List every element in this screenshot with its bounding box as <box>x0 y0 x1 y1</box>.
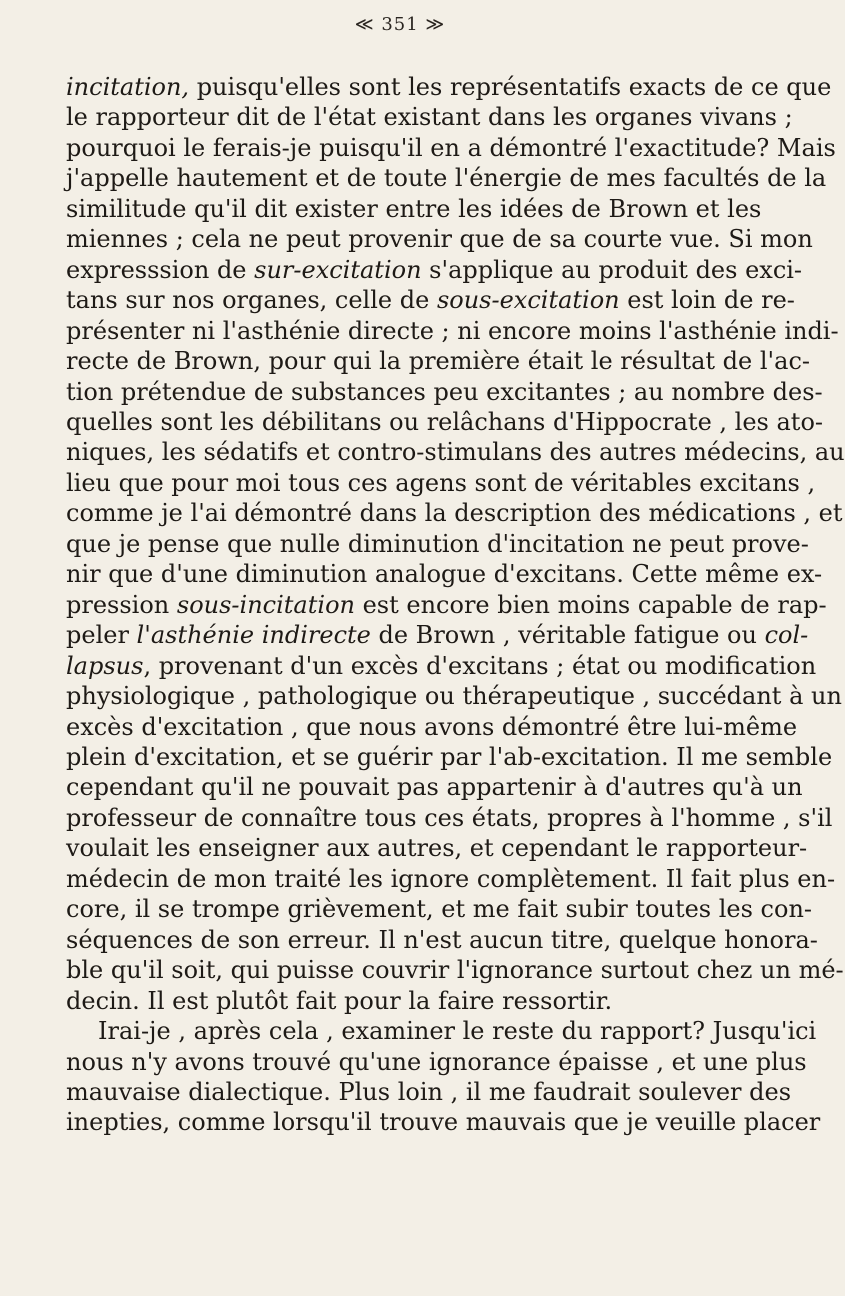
text-line <box>66 194 762 224</box>
text-run: pression <box>66 590 177 619</box>
text-run: physiologique , pathologique ou thérapeutique , succédant à un <box>66 682 842 711</box>
text-run: Irai-je , après cela , examiner le reste du rapport? Jusqu'ici <box>98 1017 817 1046</box>
text-run: médecin de mon traité les ignore complètement. Il fait plus en- <box>66 864 836 893</box>
text-line <box>66 133 836 163</box>
text-line <box>66 712 798 742</box>
text-run: présenter ni l'asthénie directe ; ni encore moins l'asthénie indi- <box>66 316 839 345</box>
text-run: professeur de connaître tous ces états, propres à l'homme , s'il <box>66 803 833 832</box>
text-line <box>66 437 845 467</box>
text-run: puisqu'elles sont les représentatifs exacts de ce que <box>189 73 832 101</box>
italic-term: sous-excitation <box>436 286 620 315</box>
text-line <box>66 833 808 863</box>
text-line <box>66 285 795 315</box>
text-run: cependant qu'il ne pouvait pas appartenir à d'autres qu'à un <box>66 773 803 802</box>
text-run: quelles sont les débilitans ou relâchans d'Hippocrate , les ato- <box>66 407 823 436</box>
text-line <box>66 163 827 193</box>
italic-term: sur-excitation <box>254 255 422 284</box>
text-run: de Brown , véritable fatigue ou <box>370 621 765 650</box>
text-run: nir que d'une diminution analogue d'excitans. Cette même ex- <box>66 560 823 589</box>
text-line <box>66 224 813 254</box>
text-line <box>66 681 842 711</box>
text-run: similitude qu'il dit exister entre les idées de Brown et les <box>66 194 762 223</box>
italic-term: l'asthénie indirecte <box>136 621 371 650</box>
text-line <box>66 955 844 985</box>
running-head-page-number: ≪ 351 ≫ <box>354 14 446 35</box>
text-line <box>66 407 823 437</box>
text-run: recte de Brown, pour qui la première était le résultat de l'ac- <box>66 347 810 376</box>
text-line <box>66 894 813 924</box>
text-line <box>66 651 817 681</box>
text-run: s'applique au produit des exci- <box>421 255 803 284</box>
text-line <box>66 986 724 1016</box>
text-run: est loin de re- <box>619 286 795 315</box>
text-line <box>66 620 809 650</box>
italic-term: incitation, <box>66 73 190 101</box>
text-run: séquences de son erreur. Il n'est aucun titre, quelque honora- <box>66 925 818 954</box>
text-run: , provenant d'un excès d'excitans ; état ou modification <box>143 651 817 680</box>
text-run: niques, les sédatifs et contro-stimulans des autres médecins, au <box>66 438 845 467</box>
italic-term: col- <box>764 621 809 650</box>
italic-term: lapsus <box>66 651 144 680</box>
italic-term: sous-incitation <box>176 590 355 619</box>
text-run: excès d'excitation , que nous avons démontré être lui-même <box>66 712 798 741</box>
text-run: lieu que pour moi tous ces agens sont de véritables excitans , <box>66 468 816 497</box>
text-run: j'appelle hautement et de toute l'énergie de mes facultés de la <box>66 164 827 193</box>
text-line <box>66 316 839 346</box>
text-line <box>66 1107 821 1137</box>
text-line <box>66 102 793 132</box>
text-line <box>66 1077 792 1107</box>
text-run: ble qu'il soit, qui puisse couvrir l'ignorance surtout chez un mé- <box>66 956 844 985</box>
text-run: inepties, comme lorsqu'il trouve mauvais que je veuille placer <box>66 1108 821 1137</box>
text-run: decin. Il est plutôt fait pour la faire ressortir. <box>66 986 613 1015</box>
text-run: le rapporteur dit de l'état existant dans les organes vivans ; <box>66 103 793 132</box>
text-line <box>66 377 823 407</box>
text-run: comme je l'ai démontré dans la description des médications , et <box>66 499 843 528</box>
text-line <box>66 590 827 620</box>
text-run: peler <box>66 621 137 650</box>
text-line <box>66 346 810 376</box>
text-line <box>66 925 818 955</box>
text-line <box>66 1047 807 1077</box>
text-run: voulait les enseigner aux autres, et cependant le rapporteur- <box>66 834 808 863</box>
text-run: est encore bien moins capable de rap- <box>354 590 827 619</box>
text-run: pourquoi le ferais-je puisqu'il en a démontré l'exactitude? Mais <box>66 133 836 162</box>
text-line <box>66 559 823 589</box>
text-run: plein d'excitation, et se guérir par l'ab-excitation. Il me semble <box>66 742 833 771</box>
text-line <box>66 864 836 894</box>
text-run: expresssion de <box>66 255 255 284</box>
text-line <box>66 255 803 285</box>
text-line <box>66 772 803 802</box>
text-line <box>66 742 833 772</box>
body-text <box>66 72 845 1138</box>
text-line <box>66 72 832 102</box>
text-line <box>66 803 833 833</box>
text-run: core, il se trompe grièvement, et me fait subir toutes les con- <box>66 895 813 924</box>
text-run: tion prétendue de substances peu excitantes ; au nombre des- <box>66 377 823 406</box>
text-run: que je pense que nulle diminution d'incitation ne peut prove- <box>66 529 809 558</box>
text-run: mauvaise dialectique. Plus loin , il me faudrait soulever des <box>66 1077 792 1106</box>
text-run: tans sur nos organes, celle de <box>66 286 437 315</box>
text-run: nous n'y avons trouvé qu'une ignorance épaisse , et une plus <box>66 1047 807 1076</box>
text-line <box>66 498 843 528</box>
text-run: miennes ; cela ne peut provenir que de sa courte vue. Si mon <box>66 225 813 254</box>
text-line <box>66 468 816 498</box>
text-line <box>66 529 809 559</box>
text-line <box>66 1016 817 1046</box>
